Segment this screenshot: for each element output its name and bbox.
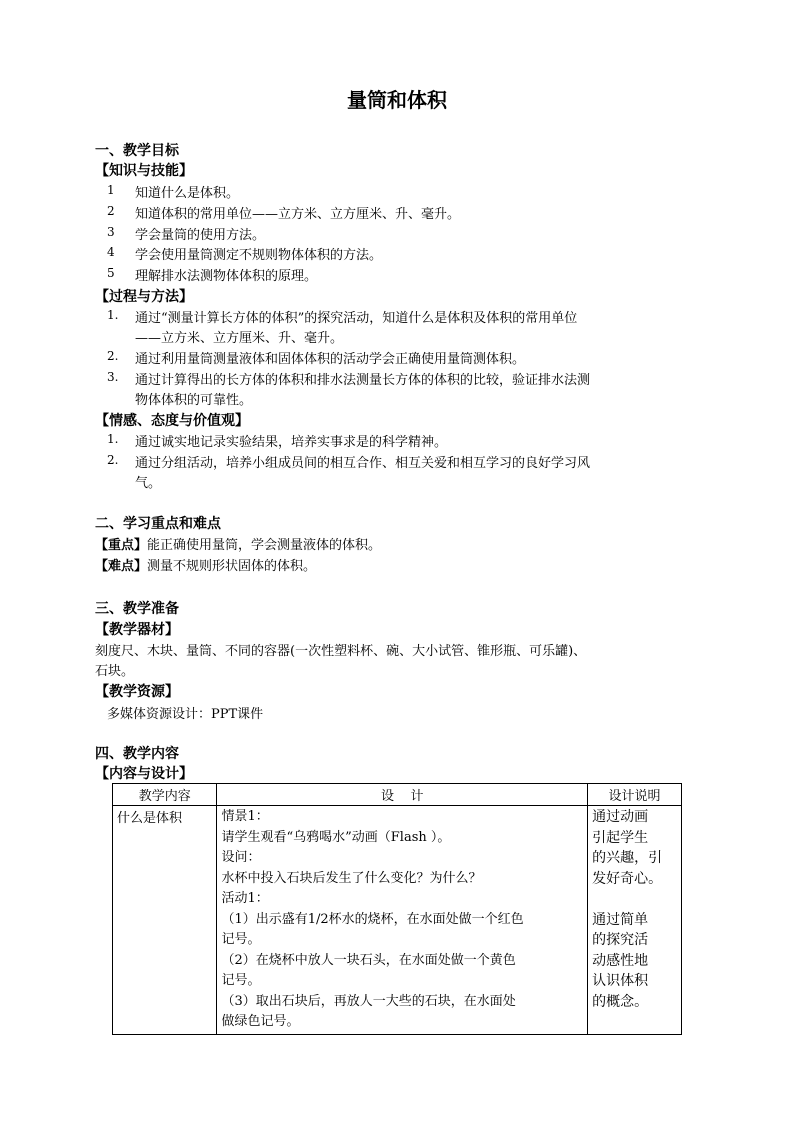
- note-line: 发好奇心。: [592, 870, 663, 887]
- process-methods-title: 【过程与方法】: [95, 289, 193, 305]
- design-line: 记号。: [221, 932, 261, 947]
- table-header-row: [113, 784, 682, 806]
- design-line: 水杯中投入石块后发生了什么变化？为什么？: [221, 870, 482, 886]
- content-design-table: [112, 783, 682, 1035]
- note-line: 的概念。: [592, 993, 649, 1010]
- note-line: [592, 889, 677, 910]
- table-row: [113, 806, 682, 1035]
- list-number: 4: [107, 245, 115, 259]
- list-number: 2: [107, 204, 115, 218]
- list-item: 学会使用量筒测定不规则物体体积的方法。: [135, 248, 383, 263]
- list-item: 通过“测量计算长方体的体积”的探究活动，知道什么是体积及体积的常用单位: [135, 311, 578, 326]
- list-number: 3: [107, 225, 115, 239]
- table-cell-content: 什么是体积: [113, 806, 217, 1035]
- list-item-cont: 气。: [135, 476, 162, 491]
- content-design-title: 【内容与设计】: [95, 766, 193, 782]
- note-line: 通过动画: [592, 809, 649, 825]
- note-line: 通过简单: [592, 911, 649, 928]
- list-item: 学会量筒的使用方法。: [135, 228, 266, 243]
- design-line: （2）在烧杯中放人一块石头，在水面处做一个黄色: [221, 952, 516, 968]
- list-item: 通过计算得出的长方体的体积和排水法测量长方体的体积的比较，验证排水法测: [135, 373, 591, 388]
- difficult-point: [95, 555, 316, 574]
- design-line: 记号。: [221, 973, 261, 988]
- list-item: 理解排水法测物体体积的原理。: [135, 269, 318, 284]
- equipment-text: 刻度尺、木块、量筒、不同的容器(一次性塑料杯、碗、大小试管、锥形瓶、可乐罐)、: [95, 644, 587, 659]
- list-item: 知道什么是体积。: [135, 186, 240, 201]
- note-line: 的兴趣，引: [592, 850, 663, 866]
- list-number: 3.: [107, 370, 119, 384]
- document-title: 量筒和体积: [347, 88, 447, 112]
- equipment-text-cont: 石块。: [95, 664, 135, 679]
- list-item-cont: ——立方米、立方厘米、升、毫升。: [135, 331, 344, 346]
- table-header: 教学内容: [113, 784, 217, 806]
- table-cell-notes: [588, 806, 682, 1035]
- table-header: 设 计: [217, 784, 588, 806]
- list-number: 1.: [107, 308, 119, 322]
- list-number: 1.: [107, 432, 119, 446]
- section-4-heading: 四、教学内容: [95, 746, 179, 762]
- section-1-heading: 一、教学目标: [95, 143, 179, 159]
- list-item-cont: 物体体积的可靠性。: [135, 393, 253, 408]
- key-text: 能正确使用量筒，学会测量液体的体积。: [147, 538, 382, 553]
- section-3-heading: 三、教学准备: [95, 601, 179, 617]
- note-line: 动感性地: [592, 952, 649, 969]
- design-line: 设问：: [221, 850, 261, 865]
- list-number: 2.: [107, 453, 119, 467]
- list-number: 2.: [107, 349, 119, 363]
- difficult-label: 【难点】: [95, 559, 148, 574]
- resources-title: 【教学资源】: [95, 684, 179, 700]
- key-label: 【重点】: [95, 538, 148, 553]
- emotion-values-title: 【情感、态度与价值观】: [95, 413, 249, 429]
- table-cell-design: [217, 806, 588, 1035]
- design-line: 情景1：: [221, 809, 269, 824]
- equipment-title: 【教学器材】: [95, 622, 179, 638]
- note-line: 的探究活: [592, 932, 649, 948]
- resources-text: 多媒体资源设计：PPT课件: [107, 707, 264, 722]
- design-line: 请学生观看“乌鸦喝水”动画（Flash ）。: [221, 829, 451, 845]
- list-item: 通过分组活动，培养小组成员间的相互合作、相互关爱和相互学习的良好学习风: [135, 456, 591, 471]
- design-line: 做绿色记号。: [221, 1014, 300, 1029]
- design-line: （1）出示盛有1/2杯水的烧杯，在水面处做一个红色: [221, 911, 524, 927]
- list-number: 1: [107, 183, 115, 197]
- note-line: 认识体积: [592, 973, 649, 989]
- list-item: 知道体积的常用单位——立方米、立方厘米、升、毫升。: [135, 207, 461, 222]
- list-item: 通过诚实地记录实验结果，培养实事求是的科学精神。: [135, 435, 448, 450]
- design-line: 活动1：: [221, 891, 269, 906]
- key-point: [95, 534, 381, 553]
- list-item: 通过利用量筒测量液体和固体体积的活动学会正确使用量筒测体积。: [135, 352, 526, 367]
- difficult-text: 测量不规则形状固体的体积。: [147, 559, 317, 574]
- note-line: 引起学生: [592, 829, 649, 846]
- section-2-heading: 二、学习重点和难点: [95, 516, 221, 532]
- table-header: 设计说明: [588, 784, 682, 806]
- list-number: 5: [107, 266, 115, 280]
- design-line: （3）取出石块后，再放人一大些的石块，在水面处: [221, 993, 516, 1009]
- knowledge-skills-title: 【知识与技能】: [95, 163, 193, 179]
